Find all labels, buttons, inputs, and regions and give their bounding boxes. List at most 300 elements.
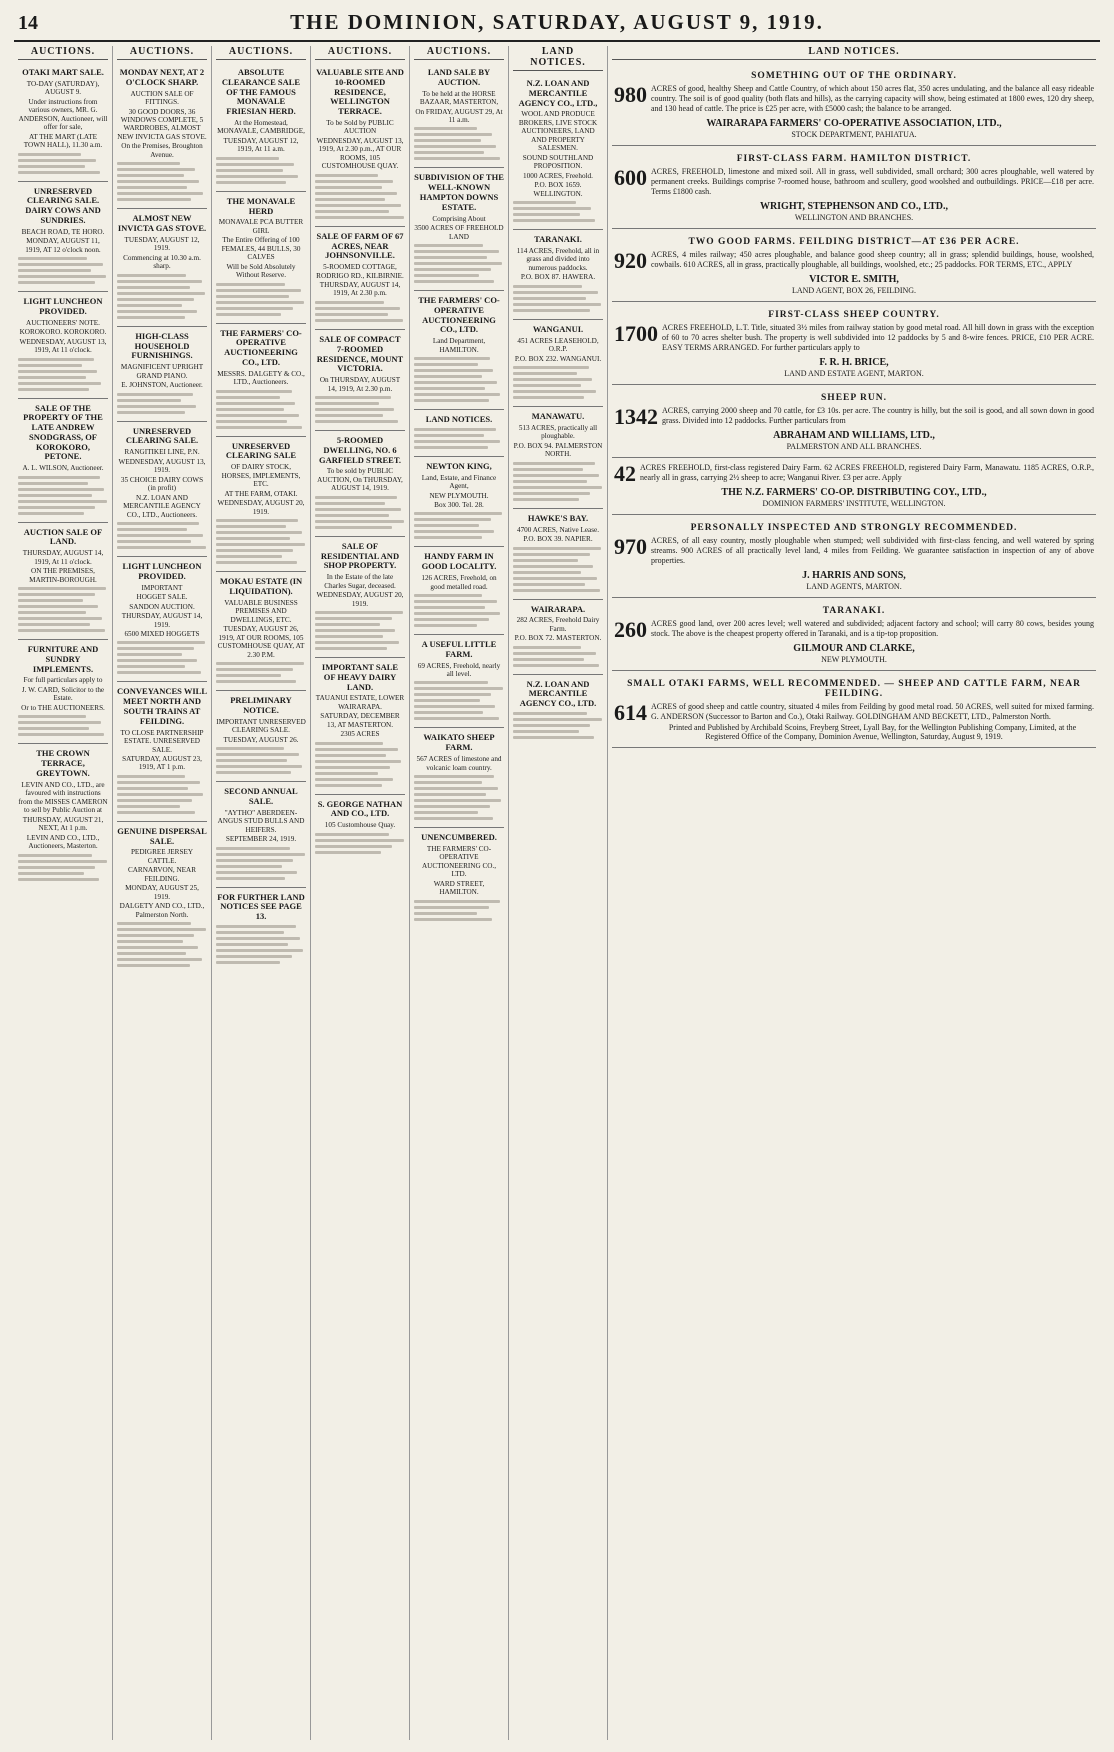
text-line	[117, 162, 180, 165]
ad-title: SUBDIVISION OF THE WELL-KNOWN HAMPTON DOWNS ESTATE.	[414, 172, 504, 212]
column-heading: AUCTIONS.	[315, 46, 405, 60]
text-line	[216, 937, 300, 940]
ad-title: ALMOST NEW INVICTA GAS STOVE.	[117, 213, 207, 234]
text-line	[18, 153, 81, 156]
listing-body	[614, 404, 1094, 429]
listing-body	[614, 167, 1094, 197]
ad-text: At the Homestead, MONAVALE, CAMBRIDGE,	[217, 118, 305, 136]
text-line	[414, 280, 494, 283]
ad-text: SATURDAY, AUGUST 23, 1919, AT 1 p.m.	[122, 754, 202, 772]
text-line	[414, 518, 491, 521]
body-text-block	[414, 900, 504, 921]
advertisement	[117, 422, 207, 557]
text-line	[414, 606, 485, 609]
agent-name: THE N.Z. FARMERS' CO-OP. DISTRIBUTING COY., LTD.,	[721, 487, 987, 498]
listing-text: ACRES, of all easy country, mostly ploughable when stumped; well subdivided with first-class fencing, and well watered by spring streams. 900 ACRES of all practically level land, 4 miles from Feilding. We guarantee satisfaction in inspection of any of above properties.	[651, 536, 1094, 565]
land-listing	[612, 63, 1096, 146]
text-line	[18, 593, 95, 596]
text-line	[414, 799, 501, 802]
text-line	[315, 845, 392, 848]
advertisement	[414, 547, 504, 635]
body-text-block	[414, 775, 504, 820]
land-notices-column	[608, 46, 1100, 1740]
text-line	[414, 775, 494, 778]
acreage-number: 980	[614, 82, 647, 107]
text-line	[414, 705, 495, 708]
text-line	[513, 309, 590, 312]
text-line	[414, 594, 482, 597]
text-line	[315, 851, 381, 854]
column-heading: AUCTIONS.	[414, 46, 504, 60]
text-line	[513, 724, 590, 727]
advertisement	[216, 437, 306, 572]
text-line	[513, 730, 579, 733]
text-line	[414, 900, 500, 903]
ad-title: SALE OF FARM OF 67 ACRES, NEAR JOHNSONVILLE.	[316, 230, 404, 261]
ad-text: A. L. WILSON, Auctioneer.	[22, 464, 104, 473]
text-line	[414, 687, 503, 690]
land-listing	[612, 598, 1096, 671]
advertisement	[513, 407, 603, 509]
ad-text: KOROKORO. KOROKORO.	[19, 328, 107, 337]
body-text-block	[315, 611, 405, 650]
advertisement	[117, 682, 207, 821]
agent-address: DOMINION FARMERS' INSTITUTE, WELLINGTON.	[762, 499, 946, 508]
text-line	[315, 508, 401, 511]
text-line	[18, 476, 100, 479]
ad-title: ABSOLUTE CLEARANCE SALE OF THE FAMOUS MONAVALE FRIESIAN HERD.	[221, 67, 301, 117]
text-line	[216, 390, 292, 393]
advertisement	[18, 399, 108, 523]
text-line	[18, 872, 84, 875]
listing-heading: TARANAKI.	[822, 606, 886, 616]
text-line	[216, 396, 280, 399]
text-line	[18, 358, 94, 361]
text-line	[513, 480, 587, 483]
text-line	[513, 658, 584, 661]
text-line	[414, 618, 489, 621]
ad-title: THE FARMERS' CO-OPERATIVE AUCTIONEERING CO., LTD.	[220, 327, 302, 367]
text-line	[117, 292, 205, 295]
text-line	[216, 402, 295, 405]
text-line	[315, 617, 392, 620]
land-listing	[612, 515, 1096, 598]
text-line	[18, 263, 103, 266]
body-text-block	[414, 681, 504, 720]
text-line	[414, 363, 478, 366]
body-text-block	[414, 357, 504, 402]
text-line	[117, 793, 203, 796]
ad-title: THE FARMERS' CO-OPERATIVE AUCTIONEERING CO., LTD.	[418, 294, 500, 335]
text-line	[315, 496, 397, 499]
text-line	[414, 918, 492, 921]
ad-text: 567 ACRES of limestone and volcanic loam country.	[416, 755, 502, 772]
listing-body	[614, 461, 1094, 486]
text-line	[414, 250, 499, 253]
text-line	[315, 414, 383, 417]
text-line	[513, 219, 595, 222]
text-line	[216, 181, 286, 184]
listing-body	[614, 700, 1094, 725]
ad-text: Under instructions from various owners, MR. G. ANDERSON, Auctioneer, will offer for sale,	[18, 97, 108, 132]
text-line	[117, 180, 199, 183]
listing-body	[614, 248, 1094, 273]
body-text-block	[18, 153, 108, 174]
text-line	[513, 547, 601, 550]
columns-container	[14, 46, 1100, 1740]
land-listing	[612, 458, 1096, 515]
text-line	[513, 396, 584, 399]
text-line	[117, 393, 193, 396]
listing-text: ACRES of good sheep and cattle country, situated 4 miles from Feilding by good metal road. 50 ACRES, well suited for mixed farming. G. ANDERSON (Successor to Barton and Co.), Otaki Railway. GOLDINGHAM AND BECKETT, LTD., Palmerston North.	[651, 702, 1094, 721]
ad-text: P.O. BOX 1659. WELLINGTON.	[533, 181, 583, 198]
agent-name: WRIGHT, STEPHENSON AND CO., LTD.,	[759, 201, 949, 212]
ad-text: P.O. BOX 72. MASTERTON.	[514, 634, 602, 643]
ad-title: THE MONAVALE HERD	[226, 195, 296, 216]
ad-text: IMPORTANT UNRESERVED CLEARING SALE.	[216, 717, 306, 735]
listing-text: ACRES FREEHOLD, first-class registered Dairy Farm. 62 ACRES FREEHOLD, registered Dairy Farm, Manawatu. 1185 ACRES, O.R.P., nearly all in grass, carrying 2½ sheep to acre; Wanganui River. £3 per acre. Apply	[640, 463, 1094, 482]
ad-title: UNRESERVED CLEARING SALE.	[125, 425, 199, 446]
text-line	[315, 174, 378, 177]
text-line	[513, 366, 589, 369]
text-line	[18, 506, 95, 509]
ad-title: LIGHT LUNCHEON PROVIDED.	[122, 561, 202, 581]
advertisement	[315, 537, 405, 658]
text-line	[414, 357, 490, 360]
ad-title: A USEFUL LITTLE FARM.	[421, 638, 497, 659]
agent-address: LAND AND ESTATE AGENT, MARTON.	[784, 369, 924, 378]
column-heading: AUCTIONS.	[216, 46, 306, 60]
ad-title: FOR FURTHER LAND NOTICES SEE PAGE 13.	[217, 891, 305, 922]
text-line	[513, 378, 592, 381]
advertisement	[315, 227, 405, 330]
text-line	[414, 811, 478, 814]
ad-text: J. W. CARD, Solicitor to the Estate.	[21, 685, 105, 703]
text-line	[117, 310, 197, 313]
text-line	[117, 174, 184, 177]
text-line	[414, 530, 494, 533]
text-line	[117, 787, 188, 790]
ad-text: WEDNESDAY, AUGUST 13, 1919, At 11 o'clock.	[19, 337, 107, 355]
text-line	[117, 811, 195, 814]
text-line	[513, 492, 590, 495]
advertisement	[414, 828, 504, 928]
listing-body	[614, 323, 1094, 353]
advertisement	[18, 182, 108, 293]
agent-address: Printed and Published by Archibald Scoins, Freyberg Street, Lyall Bay, for the Wellington Publishing Company, Limited, at the Registered Office of the Company, Dominion Avenue, Wellington, Saturday, August 9, 1919.	[668, 723, 1077, 741]
body-text-block	[117, 522, 207, 549]
advertisement	[315, 63, 405, 227]
ad-text: TO-DAY (SATURDAY), AUGUST 9.	[26, 79, 100, 97]
text-line	[414, 717, 499, 720]
body-text-block	[216, 519, 306, 564]
text-line	[18, 866, 95, 869]
text-line	[117, 522, 199, 525]
body-text-block	[513, 366, 603, 399]
text-line	[18, 370, 97, 373]
ad-title: MANAWATU.	[531, 411, 585, 422]
ad-title: IMPORTANT SALE OF HEAVY DAIRY LAND.	[321, 661, 399, 692]
text-line	[315, 514, 389, 517]
ad-text: Comprising About	[432, 214, 486, 223]
body-text-block	[414, 127, 504, 160]
advertisement	[117, 63, 207, 209]
text-line	[513, 213, 580, 216]
ad-title: N.Z. LOAN AND MERCANTILE AGENCY CO., LTD.,	[518, 78, 598, 108]
text-line	[18, 587, 106, 590]
ad-text: BEACH ROAD, TE HORO.	[21, 227, 105, 236]
text-line	[216, 301, 304, 304]
body-text-block	[315, 301, 405, 322]
body-text-block	[513, 285, 603, 312]
advertisement	[216, 782, 306, 887]
text-line	[414, 262, 502, 265]
text-line	[216, 414, 299, 417]
text-line	[117, 405, 196, 408]
text-line	[117, 775, 185, 778]
text-line	[513, 474, 599, 477]
body-text-block	[315, 496, 405, 529]
text-line	[216, 877, 285, 880]
ad-text: 4700 ACRES, Native Lease.	[516, 525, 600, 534]
text-line	[117, 411, 185, 414]
ad-text: THURSDAY, AUGUST 14, 1919, At 11 o'clock.	[22, 549, 104, 566]
advertisement	[18, 523, 108, 640]
advertisement	[513, 509, 603, 600]
ad-text: NEW PLYMOUTH.	[429, 491, 489, 500]
ad-text: 6500 MIXED HOGGETS	[124, 629, 200, 638]
text-line	[414, 787, 498, 790]
text-line	[117, 546, 206, 549]
text-line	[18, 860, 107, 863]
text-line	[216, 555, 282, 558]
column-heading: AUCTIONS.	[117, 46, 207, 60]
text-line	[513, 559, 578, 562]
body-text-block	[216, 847, 306, 880]
ad-title: HANDY FARM IN GOOD LOCALITY.	[421, 551, 497, 572]
text-line	[18, 257, 87, 260]
ad-text: Box 300. Tel. 28.	[434, 501, 484, 509]
acreage-number: 260	[614, 617, 647, 642]
text-line	[117, 934, 194, 937]
ad-title: THE CROWN TERRACE, GREYTOWN.	[36, 748, 90, 778]
text-line	[117, 304, 182, 307]
body-text-block	[513, 201, 603, 222]
text-line	[117, 781, 200, 784]
text-line	[414, 381, 497, 384]
body-text-block	[117, 274, 207, 319]
advertisement	[117, 822, 207, 974]
advertisement	[117, 327, 207, 422]
text-line	[513, 718, 602, 721]
body-text-block	[18, 587, 108, 632]
text-line	[117, 958, 202, 961]
text-line	[513, 577, 597, 580]
text-line	[18, 623, 90, 626]
text-line	[414, 387, 485, 390]
body-text-block	[117, 922, 207, 967]
text-line	[18, 629, 105, 632]
ad-title: WANGANUI.	[532, 323, 584, 334]
body-text-block	[117, 775, 207, 814]
ad-title: SALE OF THE PROPERTY OF THE LATE ANDREW SNODGRASS, OF KOROKORO, PETONE.	[23, 402, 103, 462]
land-listing	[612, 671, 1096, 748]
text-line	[117, 647, 194, 650]
listing-body	[614, 84, 1094, 114]
text-line	[216, 853, 305, 856]
land-listing	[612, 146, 1096, 229]
ad-title: WAIKATO SHEEP FARM.	[423, 732, 495, 753]
ad-title: NEWTON KING,	[426, 460, 492, 471]
text-line	[414, 244, 483, 247]
ad-text: SEPTEMBER 24, 1919.	[225, 835, 297, 844]
text-line	[216, 426, 302, 429]
text-line	[18, 388, 89, 391]
text-line	[414, 133, 492, 136]
agent-name: GILMOUR AND CLARKE,	[793, 643, 915, 654]
advertisement	[216, 324, 306, 437]
ad-text: 35 CHOICE DAIRY COWS (in profit)	[120, 475, 204, 493]
text-line	[117, 192, 203, 195]
ad-column	[410, 46, 509, 1740]
body-text-block	[513, 712, 603, 739]
ad-title: PRELIMINARY NOTICE.	[230, 695, 292, 715]
text-line	[315, 319, 403, 322]
body-text-block	[18, 854, 108, 881]
text-line	[513, 285, 582, 288]
text-line	[414, 781, 482, 784]
text-line	[513, 372, 577, 375]
listing-heading: SMALL OTAKI FARMS, WELL RECOMMENDED. — SHEEP AND CATTLE FARM, NEAR FEILDING.	[627, 679, 1081, 699]
text-line	[315, 204, 401, 207]
text-line	[117, 940, 183, 943]
body-text-block	[414, 244, 504, 283]
text-line	[216, 759, 287, 762]
advertisement	[414, 457, 504, 548]
ad-text: WEDNESDAY, AUGUST 20, 1919.	[217, 499, 305, 516]
ad-text: LEVIN AND CO., LTD., Auctioneers, Masterton.	[26, 833, 100, 851]
acreage-number: 1342	[614, 404, 658, 429]
text-line	[216, 283, 285, 286]
text-line	[414, 612, 500, 615]
text-line	[216, 680, 296, 683]
ad-text: RANGITIKEI LINE, P.N.	[124, 448, 200, 457]
body-text-block	[18, 257, 108, 284]
text-line	[315, 180, 393, 183]
text-line	[414, 446, 488, 449]
ad-title: UNRESERVED CLEARING SALE	[225, 440, 297, 461]
text-line	[315, 526, 392, 529]
ad-text: DALGETY AND CO., LTD., Palmerston North.	[119, 902, 205, 919]
acreage-number: 600	[614, 165, 647, 190]
ad-text: On FRIDAY, AUGUST 29, At 11 a.m.	[415, 107, 503, 124]
ad-text: ON THE PREMISES, MARTIN-BOROUGH.	[29, 567, 97, 584]
text-line	[216, 295, 289, 298]
ad-text: 5-ROOMED COTTAGE, RODRIGO RD., KILBIRNIE.	[316, 263, 404, 280]
body-text-block	[315, 742, 405, 787]
ad-text: MAGNIFICENT UPRIGHT GRAND PIANO.	[120, 363, 204, 380]
ad-text: On the Premises, Broughton Avenue.	[121, 142, 203, 159]
ad-text: P.O. BOX 87. HAWERA.	[520, 273, 596, 282]
ad-text: AT THE FARM, OTAKI.	[224, 489, 298, 498]
text-line	[513, 712, 587, 715]
advertisement	[315, 431, 405, 537]
text-line	[18, 500, 107, 503]
text-line	[513, 736, 594, 739]
listing-heading: SOMETHING OUT OF THE ORDINARY.	[751, 71, 957, 81]
text-line	[414, 440, 500, 443]
ad-title: VALUABLE SITE AND 10-ROOMED RESIDENCE, WELLINGTON TERRACE.	[316, 67, 404, 117]
ad-text: THURSDAY, AUGUST 14, 1919, At 2.30 p.m.	[319, 281, 401, 298]
text-line	[315, 396, 391, 399]
listing-heading: PERSONALLY INSPECTED AND STRONGLY RECOMMENDED.	[690, 523, 1018, 533]
text-line	[216, 949, 303, 952]
text-line	[513, 201, 576, 204]
text-line	[216, 668, 293, 671]
ad-text: 451 ACRES LEASEHOLD, O.R.P.	[517, 336, 599, 354]
land-listing	[612, 229, 1096, 302]
text-line	[117, 964, 190, 967]
body-text-block	[216, 157, 306, 184]
text-line	[216, 289, 301, 292]
text-line	[315, 635, 383, 638]
agent-address: NEW PLYMOUTH.	[821, 655, 887, 664]
ad-title: S. GEORGE NATHAN AND CO., LTD.	[317, 798, 403, 819]
text-line	[117, 671, 201, 674]
ad-text: CARNARVON, NEAR FEILDING.	[127, 866, 197, 883]
text-line	[414, 600, 497, 603]
ad-text: LEVIN AND CO., LTD., are favoured with instructions from the MISSES CAMERON to sell by Public Auction at	[18, 780, 108, 815]
text-line	[117, 641, 205, 644]
body-text-block	[117, 162, 207, 201]
text-line	[315, 623, 380, 626]
text-line	[315, 772, 378, 775]
ad-text: THURSDAY, AUGUST 14, 1919.	[121, 612, 203, 629]
agent-name: ABRAHAM AND WILLIAMS, LTD.,	[773, 430, 935, 441]
advertisement	[315, 658, 405, 795]
advertisement	[18, 640, 108, 744]
text-line	[513, 664, 599, 667]
text-line	[117, 799, 192, 802]
text-line	[315, 502, 385, 505]
advertisement	[18, 744, 108, 887]
body-text-block	[117, 393, 207, 414]
text-line	[414, 693, 491, 696]
text-line	[315, 210, 389, 213]
ad-text: P.O. BOX 39. NAPIER.	[523, 535, 593, 544]
text-line	[18, 512, 84, 515]
advertisement	[216, 192, 306, 324]
text-line	[414, 157, 500, 160]
ad-text: Land Department, HAMILTON.	[432, 337, 486, 354]
newspaper-title: THE DOMINION, SATURDAY, AUGUST 9, 1919.	[290, 10, 824, 34]
text-line	[117, 274, 186, 277]
text-line	[117, 298, 194, 301]
ad-text: E. JOHNSTON, Auctioneer.	[121, 381, 203, 390]
body-text-block	[315, 833, 405, 854]
listing-text: ACRES FREEHOLD, L.T. Title, situated 3½ miles from railway station by good metal road. All hill down in grass with the exception of 60 to 70 acres shelter bush. The property is well subdivided into 12 paddocks by 5 and 8-wire fences. PRICE, £10 PER ACRE. EASY TERMS ARRANGED. For further particulars apply to	[662, 323, 1094, 352]
listing-text: ACRES, FREEHOLD, limestone and mixed soil. All in grass, well subdivided, small orchard; 300 acres ploughable, well watered by permanent creeks. Buildings comprise 7-roomed house, bathroom and scullery, good woolshed and outbuildings. PRICE—£18 per acre. Terms £1800 cash.	[651, 167, 1094, 196]
advertisement	[414, 728, 504, 828]
text-line	[117, 399, 181, 402]
text-line	[216, 859, 293, 862]
ad-text: SOUND SOUTHLAND PROPOSITION.	[522, 153, 594, 171]
text-line	[414, 151, 484, 154]
ad-title: TARANAKI.	[534, 234, 582, 245]
text-line	[117, 280, 202, 283]
advertisement	[414, 168, 504, 291]
ad-text: 69 ACRES, Freehold, nearly all level.	[417, 661, 501, 678]
